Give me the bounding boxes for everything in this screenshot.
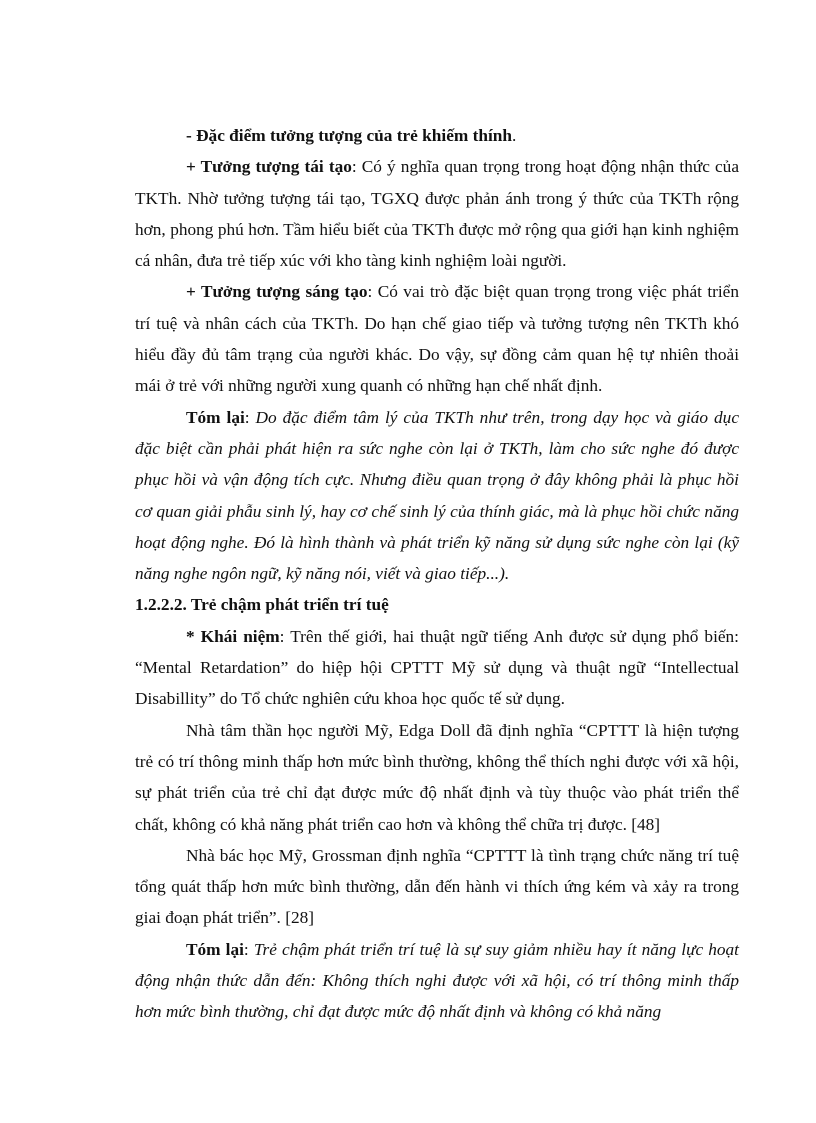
bold-lead: + Tưởng tượng tái tạo — [186, 157, 352, 177]
paragraph-hearing-imagination-heading — [135, 120, 739, 151]
paragraph-text: : Có vai trò đặc biệt quan trọng trong việc phát triển trí tuệ và nhân cách của TKTh. Do hạn chế giao tiếp và tưởng tượng nên TKTh khó hiểu đầy đủ tâm trạng của người khác. Do vậy, sự đồng cảm quan hệ tự nhiên thoải mái ở trẻ với những người xung quanh có những hạn chế nhất định. — [135, 282, 739, 396]
italic-text: Trẻ chậm phát triển trí tuệ là sự suy giảm nhiều hay ít năng lực hoạt động nhận thức dẫn đến: Không thích nghi được với xã hội, có trí thông minh thấp hơn mức bình thường, chỉ đạt được mức độ nhất định và không có khả năng — [135, 939, 739, 1022]
paragraph-text: : Có ý nghĩa quan trọng trong hoạt động nhận thức của TKTh. Nhờ tưởng tượng tái tạo, TGXQ được phản ánh trong ý thức của TKTh rộng hơn, phong phú hơn. Tầm hiểu biết của TKTh được mở rộng qua giới hạn kinh nghiệm cá nhân, đưa trẻ tiếp xúc với kho tàng kinh nghiệm loài người. — [135, 157, 739, 271]
paragraph-text: : Trên thế giới, hai thuật ngữ tiếng Anh được sử dụng phổ biến: “Mental Retardation” do hiệp hội CPTTT Mỹ sử dụng và thuật ngữ “Intellectual Disabillity” do Tổ chức nghiên cứu khoa học quốc tế sử dụng. — [135, 626, 739, 709]
paragraph-edga-doll — [135, 715, 739, 840]
page-content — [135, 120, 739, 1028]
paragraph-reproductive-imagination — [135, 151, 739, 276]
paragraph-text: Nhà bác học Mỹ, Grossman định nghĩa “CPTTT là tình trạng chức năng trí tuệ tổng quát thấp hơn mức bình thường, dẫn đến hành vi thích ứng kém và xảy ra trong giai đoạn phát triển”. [28] — [135, 845, 739, 928]
bold-lead: + Tưởng tượng sáng tạo — [186, 282, 368, 302]
bold-lead: Tóm lại — [186, 407, 245, 427]
paragraph-summary-hearing — [135, 402, 739, 590]
paragraph-concept — [135, 621, 739, 715]
bold-lead: - Đặc điểm tưởng tượng của trẻ khiếm thính — [186, 126, 512, 145]
paragraph-text: : — [243, 939, 254, 959]
paragraph-text: Nhà tâm thần học người Mỹ, Edga Doll đã định nghĩa “CPTTT là hiện tượng trẻ có trí thông minh thấp hơn mức bình thường, không thể thích nghi được với xã hội, sự phát triển của trẻ chỉ đạt được mức độ nhất định và tùy thuộc vào phát triển thể chất, không có khả năng phát triển cao hơn và không thể chữa trị được. [48] — [135, 720, 739, 834]
heading-text: 1.2.2.2. Trẻ chậm phát triển trí tuệ — [135, 595, 389, 615]
section-heading — [135, 589, 739, 620]
paragraph-text: . — [511, 126, 517, 145]
bold-lead: Tóm lại — [186, 939, 244, 959]
bold-lead: * Khái niệm — [186, 626, 280, 646]
paragraph-creative-imagination — [135, 276, 739, 401]
paragraph-text: : — [244, 407, 256, 427]
paragraph-summary-intellectual — [135, 934, 739, 1028]
paragraph-grossman — [135, 840, 739, 934]
italic-text: Do đặc điểm tâm lý của TKTh như trên, trong dạy học và giáo dục đặc biệt cần phải phát hiện ra sức nghe còn lại ở TKTh, làm cho sức nghe đó được phục hồi và vận động tích cực. Nhưng điều quan trọng ở đây không phải là phục hồi cơ quan giải phẫu sinh lý, hay cơ chế sinh lý của thính giác, mà là phục hồi chức năng hoạt động nghe. Đó là hình thành và phát triển kỹ năng sử dụng sức nghe còn lại (kỹ năng nghe ngôn ngữ, kỹ năng nói, viết và giao tiếp...). — [135, 407, 739, 584]
